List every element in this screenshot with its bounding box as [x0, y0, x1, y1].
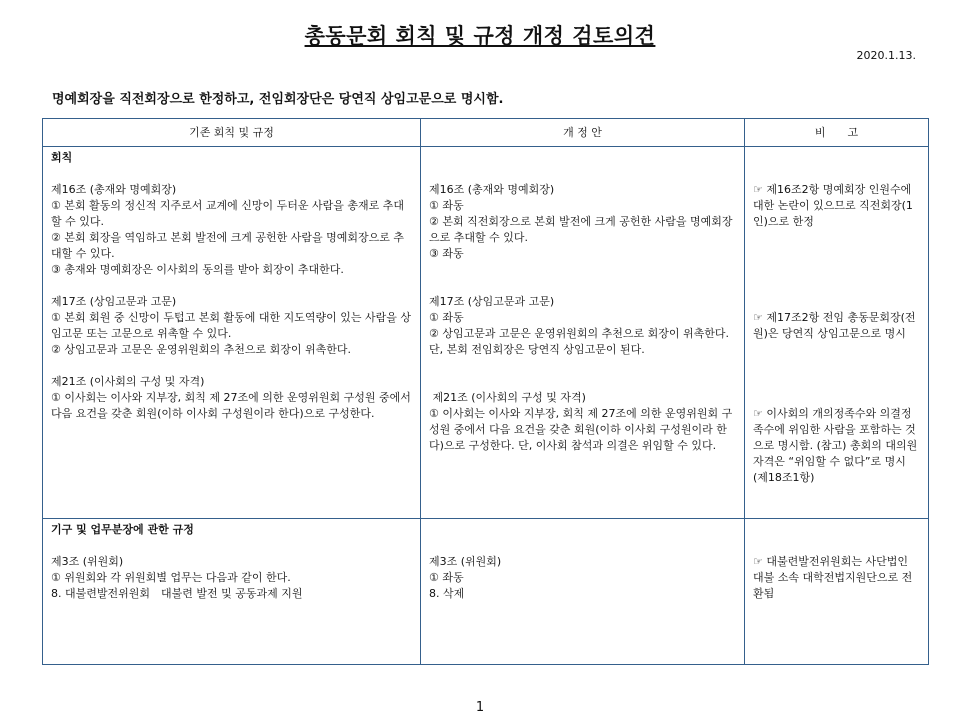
document-title: 총동문회 회칙 및 규정 개정 검토의견	[304, 24, 656, 48]
revised-article-21	[429, 390, 736, 454]
revised-bylaws-cell	[421, 147, 745, 519]
clause-line: ① 본회 회원 중 신망이 두텁고 본회 활동에 대한 지도역량이 있는 사람을 상임고문 또는 고문으로 위촉할 수 있다.	[51, 311, 411, 340]
article-title: 제21조 (이사회의 구성 및 자격)	[51, 375, 205, 388]
table-header-row	[43, 119, 929, 147]
revised-article-16	[429, 182, 736, 294]
clause-line: 8. 삭제	[429, 587, 465, 600]
clause-line: ③ 좌동	[429, 247, 464, 260]
original-article-16	[51, 182, 412, 278]
article-title: 제3조 (위원회)	[429, 555, 502, 568]
article-title: 제21조 (이사회의 구성 및 자격)	[429, 391, 586, 404]
comparison-table	[42, 118, 929, 665]
clause-line: ③ 총재와 명예회장은 이사회의 동의를 받아 회장이 추대한다.	[51, 263, 344, 276]
article-title: 제3조 (위원회)	[51, 555, 124, 568]
table-row-regulations	[43, 519, 929, 665]
notes-regulation-cell	[745, 519, 929, 665]
clause-line: ① 좌동	[429, 311, 464, 324]
note-article-17: ☞ 제17조2항 전임 총동문회장(전원)은 당연직 상임고문으로 명시	[753, 311, 916, 340]
article-title: 제16조 (총재와 명예회장)	[429, 183, 555, 196]
note-article-3: ☞ 대불련발전위원회는 사단법인 대불 소속 대학전법지원단으로 전환됨	[753, 555, 913, 600]
note-article-21: ☞ 이사회의 개의정족수와 의결정족수에 위임한 사람을 포함하는 것으로 명시함. (참고) 총회의 대의원 자격은 “위임할 수 없다”로 명시(제18조1항)	[753, 407, 918, 484]
section-title-bylaws: 회칙	[51, 151, 73, 164]
note-article-16: ☞ 제16조2항 명예회장 인원수에 대한 논란이 있으므로 직전회장(1인)으로 한정	[753, 183, 913, 228]
clause-line: ① 이사회는 이사와 지부장, 회칙 제 27조에 의한 운영위원회 구성원 중에서 다음 요건을 갖춘 회원(이하 이사회 구성원이라 한다)으로 구성한다. 단, 이사회 참석과 의결은 위임할 수 있다.	[429, 407, 733, 452]
clause-line: ② 상임고문과 고문은 운영위원회의 추천으로 회장이 위촉한다. 단, 본회 전임회장은 당연직 상임고문이 된다.	[429, 327, 729, 356]
notes-bylaws-cell	[745, 147, 929, 519]
clause-line: ① 좌동	[429, 571, 464, 584]
clause-line: ② 본회 직전회장으로 본회 발전에 크게 공헌한 사람을 명예회장으로 추대할 수 있다.	[429, 215, 733, 244]
original-bylaws-cell	[43, 147, 421, 519]
table-row-bylaws	[43, 147, 929, 519]
original-article-21	[51, 374, 412, 422]
original-regulation-cell	[43, 519, 421, 665]
article-title: 제17조 (상임고문과 고문)	[51, 295, 177, 308]
clause-line: ① 위원회와 각 위원회별 업무는 다음과 같이 한다.	[51, 571, 291, 584]
clause-line: ① 좌동	[429, 199, 464, 212]
section-title-regulations: 기구 및 업무분장에 관한 규정	[51, 523, 194, 536]
clause-line: 8. 대불련발전위원회 대불련 발전 및 공동과제 지원	[51, 587, 303, 600]
summary-statement: 명예회장을 직전회장으로 한정하고, 전임회장단은 당연직 상임고문으로 명시함.	[52, 92, 504, 107]
original-article-17	[51, 294, 412, 358]
header-revised: 개 정 안	[421, 119, 745, 147]
revised-regulation-cell	[421, 519, 745, 665]
revised-article-17	[429, 294, 736, 390]
clause-line: ② 상임고문과 고문은 운영위원회의 추천으로 회장이 위촉한다.	[51, 343, 351, 356]
article-title: 제16조 (총재와 명예회장)	[51, 183, 177, 196]
header-notes: 비 고	[745, 119, 929, 147]
page-number: 1	[475, 700, 485, 715]
article-title: 제17조 (상임고문과 고문)	[429, 295, 555, 308]
document-date: 2020.1.13.	[856, 49, 916, 62]
header-original: 기존 회칙 및 규정	[43, 119, 421, 147]
clause-line: ② 본회 회장을 역임하고 본회 발전에 크게 공헌한 사람을 명예회장으로 추대할 수 있다.	[51, 231, 404, 260]
clause-line: ① 이사회는 이사와 지부장, 회칙 제 27조에 의한 운영위원회 구성원 중에서 다음 요건을 갖춘 회원(이하 이사회 구성원이라 한다)으로 구성한다.	[51, 391, 411, 420]
clause-line: ① 본회 활동의 정신적 지주로서 교계에 신망이 두터운 사람을 총재로 추대할 수 있다.	[51, 199, 404, 228]
